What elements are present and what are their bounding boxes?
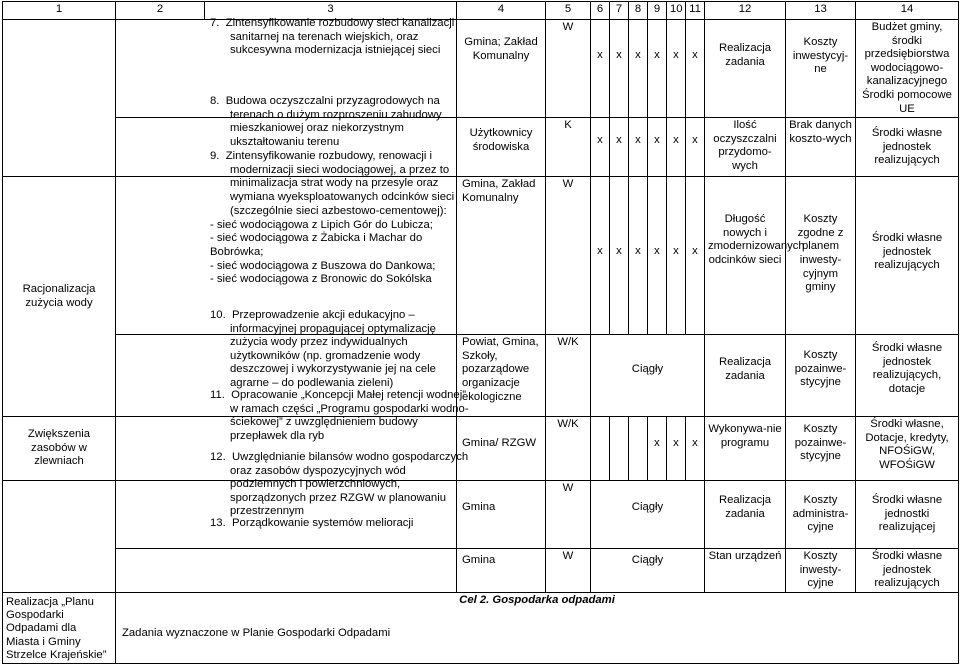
task-type-cell: W/K: [546, 417, 591, 481]
year-mark: x: [667, 20, 686, 118]
task-13-text: [210, 517, 455, 531]
header-cell: 13: [786, 2, 856, 20]
task-type-cell: W: [546, 549, 591, 593]
header-cell: 6: [591, 2, 610, 20]
funding-cell: Środki własne, Dotacje, kredyty, NFOŚiGW, WFOŚiGW: [856, 417, 959, 481]
task-10-text: [210, 309, 475, 391]
header-cell: 12: [705, 2, 786, 20]
footer-left-cell: Realizacja „Planu Gospodarki Odpadami dla Miasta i Gminy Strzelce Krajeńskie”: [3, 592, 116, 663]
indicator-cell: Realizacja zadania: [705, 335, 786, 417]
continuous-cell: Ciągły: [591, 481, 705, 549]
year-mark-empty: [610, 417, 629, 481]
table-row: [3, 118, 959, 177]
continuous-cell: Ciągły: [591, 549, 705, 593]
year-mark-empty: [591, 417, 610, 481]
responsible-cell: Gmina: [457, 549, 546, 593]
task-11-text: [210, 389, 475, 443]
task-type-cell: K: [546, 118, 591, 177]
goal-area-label: Racjonalizacja zużycia wody: [22, 283, 96, 309]
task-number: 11.: [210, 389, 225, 401]
task-sub-item: - sieć wodociągowa z Buszowa do Dankowa;: [210, 259, 436, 272]
year-mark: x: [648, 118, 667, 177]
indicator-cell: Realizacja zadania: [705, 481, 786, 549]
responsible-cell: Gmina/ RZGW: [457, 417, 546, 481]
year-mark: x: [610, 118, 629, 177]
task-type-cell: W/K: [546, 335, 591, 417]
year-mark: x: [667, 417, 686, 481]
responsible-cell: Gmina, Zakład Komunalny: [457, 177, 546, 335]
task-description: Budowa oczyszczalni przyzagrodowych na terenach o dużym rozproszeniu zabudowy mieszkaniowej oraz niekorzystnym ukształtowaniu terenu: [225, 95, 442, 148]
year-mark: x: [686, 417, 705, 481]
funding-cell: Środki własne jednostki realizującej: [856, 481, 959, 549]
header-cell: 9: [648, 2, 667, 20]
task-sub-item: - sieć wodociągowa z Lipich Gór do Lubicza;: [210, 218, 433, 231]
task-description: Przeprowadzenie akcji edukacyjno – informacyjnej propagującej optymalizację zużycia wody przez indywidualnych użytkowników (np. gromadzenie wody deszczowej i wykorzystywanie jej na cele agrarne – do podlewania zieleni): [230, 309, 436, 389]
year-mark: x: [591, 118, 610, 177]
goal-area-cell: [3, 481, 116, 593]
cost-cell: Koszty inwesty-cyjne: [786, 549, 856, 593]
indicator-cell: Długość nowych i zmodernizowanych odcinków sieci: [705, 177, 786, 335]
task-cell: [116, 549, 457, 593]
task-number: 12.: [210, 451, 226, 463]
task-type-cell: W: [546, 177, 591, 335]
header-row: [3, 2, 959, 20]
year-mark: x: [629, 177, 648, 335]
task-description: Porządkowanie systemów melioracji: [232, 517, 414, 529]
table-row: [3, 481, 959, 549]
header-cell: 5: [546, 2, 591, 20]
goal-area-cell: [3, 417, 116, 481]
cost-cell: Koszty pozainwe-stycyjne: [786, 335, 856, 417]
year-mark: x: [667, 177, 686, 335]
cost-cell: Koszty pozainwe-stycyjne: [786, 417, 856, 481]
footer-row: [3, 610, 959, 664]
indicator-cell: Ilość oczyszczalni przydomo-wych: [705, 118, 786, 177]
year-mark: x: [686, 118, 705, 177]
header-cell: 7: [610, 2, 629, 20]
task-7-text: [210, 17, 475, 58]
goal-title: Cel 2. Gospodarka odpadami: [116, 592, 959, 609]
goal-area-cell: [3, 177, 116, 417]
indicator-cell: Realizacja zadania: [705, 20, 786, 118]
task-number: 7.: [210, 17, 220, 29]
task-8-text: [210, 95, 475, 149]
cost-cell: Koszty administra-cyjne: [786, 481, 856, 549]
action-plan-table: [2, 1, 959, 664]
header-cell: 2: [116, 2, 205, 20]
task-sub-item: - sieć wodociągowa z Żabicka i Machar do Bobrówka;: [210, 232, 423, 258]
goal-row: [3, 592, 959, 609]
header-cell: 4: [457, 2, 546, 20]
responsible-cell: Gmina: [457, 481, 546, 549]
year-mark: x: [667, 118, 686, 177]
indicator-cell: Stan urządzeń: [705, 549, 786, 593]
goal-area-label: Zwiększenia zasobów w zlewniach: [27, 428, 91, 468]
table-row: [3, 549, 959, 593]
year-mark: x: [648, 177, 667, 335]
year-mark: x: [610, 177, 629, 335]
responsible-cell: Powiat, Gmina, Szkoły, pozarządowe organizacje ekologiczne: [457, 335, 546, 417]
year-mark: x: [686, 20, 705, 118]
task-number: 9.: [210, 150, 220, 162]
task-number: 8.: [210, 95, 220, 107]
funding-cell: Środki własne jednostek realizujących, dotacje: [856, 335, 959, 417]
year-mark: x: [629, 20, 648, 118]
task-description: Zintensyfikowanie rozbudowy, renowacji i modernizacji sieci wodociągowej, a przez to minimalizacja strat wody na przesyle oraz wymiana wyeksploatowanych odcinków sieci (szczególnie sieci azbestowo-cementowej):: [225, 150, 455, 217]
year-mark: x: [648, 417, 667, 481]
task-description: Opracowanie „Koncepcji Małej retencji wodnej” w ramach części „Programu gospodarki wodno-ściekowej” z uwzględnieniem budowy przepławek dla ryb: [230, 389, 469, 442]
header-cell: 14: [856, 2, 959, 20]
cost-cell: Koszty inwestycyj-ne: [786, 20, 856, 118]
year-mark: x: [591, 20, 610, 118]
funding-cell: Środki własne jednostek realizujących: [856, 118, 959, 177]
task-number: 10.: [210, 309, 226, 321]
footer-right-cell: Zadania wyznaczone w Planie Gospodarki Odpadami: [116, 610, 959, 664]
task-description: Uwzględnianie bilansów wodno gospodarczych oraz zasobów dyspozycyjnych wód podziemnych i powierzchniowych, sporządzonych przez RZGW w planowaniu przestrzennym: [230, 451, 469, 518]
task-12-text: [210, 451, 475, 519]
funding-cell: Budżet gminy, środki przedsiębiorstwa wodociągowo-kanalizacyjnego Środki pomocowe UE: [856, 20, 959, 118]
task-9-text: [210, 150, 455, 287]
funding-cell: Środki własne jednostek realizujących: [856, 177, 959, 335]
year-mark: x: [629, 118, 648, 177]
cost-cell: Brak danych koszto-wych: [786, 118, 856, 177]
header-cell: 10: [667, 2, 686, 20]
header-cell: 8: [629, 2, 648, 20]
year-mark-empty: [629, 417, 648, 481]
cost-cell: Koszty zgodne z planem inwesty-cyjnym gminy: [786, 177, 856, 335]
continuous-cell: Ciągły: [591, 335, 705, 417]
year-mark: x: [610, 20, 629, 118]
task-number: 13.: [210, 517, 226, 529]
task-type-cell: W: [546, 20, 591, 118]
year-mark: x: [591, 177, 610, 335]
table-row: [3, 177, 959, 335]
goal-area-cell: [3, 20, 116, 177]
task-description: Zintensyfikowanie rozbudowy sieci kanalizacji sanitarnej na terenach wiejskich, oraz sukcesywna modernizacja istniejącej sieci: [225, 17, 455, 57]
task-sub-item: - sieć wodociągowa z Bronowic do Sokólska: [210, 273, 432, 286]
table-row: [3, 20, 959, 118]
header-cell: 11: [686, 2, 705, 20]
year-mark: x: [686, 177, 705, 335]
responsible-cell: Gmina; Zakład Komunalny: [457, 20, 546, 118]
table-row: [3, 335, 959, 417]
funding-cell: Środki własne jednostek realizujących: [856, 549, 959, 593]
indicator-cell: Wykonywa-nie programu: [705, 417, 786, 481]
task-type-cell: W: [546, 481, 591, 549]
header-cell: 1: [3, 2, 116, 20]
table-row: [3, 417, 959, 481]
header-cell: 3: [205, 2, 457, 20]
responsible-cell: Użytkownicy środowiska: [457, 118, 546, 177]
year-mark: x: [648, 20, 667, 118]
